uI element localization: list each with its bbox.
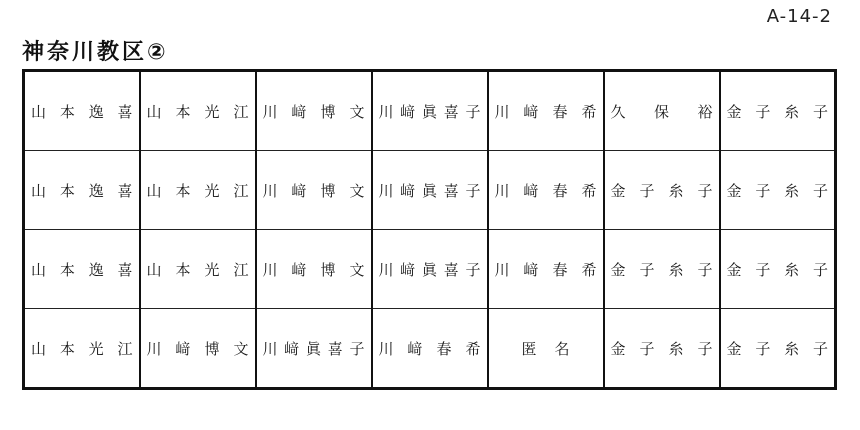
name-cell (140, 309, 256, 389)
donor-name: 川 﨑 春 希 (378, 339, 481, 358)
donor-name: 川 﨑 眞 喜 子 (378, 181, 481, 200)
donor-name: 山 本 逸 喜 (31, 102, 133, 121)
donor-name: 山 本 逸 喜 (31, 181, 133, 200)
donor-name: 匿 名 (521, 339, 570, 358)
name-cell (140, 230, 256, 309)
donor-name: 山 本 光 江 (146, 260, 249, 279)
name-cell (604, 71, 720, 151)
page-title: 神奈川教区② (22, 40, 169, 65)
name-cell (488, 151, 604, 230)
donor-name: 久 保 裕 (610, 102, 713, 121)
table-row (24, 151, 836, 230)
donor-name: 山 本 光 江 (31, 339, 133, 358)
name-cell (256, 230, 372, 309)
name-cell (372, 309, 488, 389)
donor-name: 川 﨑 春 希 (494, 260, 597, 279)
donor-name: 山 本 光 江 (146, 102, 249, 121)
name-cell (372, 230, 488, 309)
name-cell (140, 71, 256, 151)
donor-name: 川 﨑 博 文 (146, 339, 249, 358)
name-cell (604, 151, 720, 230)
table-row (24, 309, 836, 389)
table-row (24, 71, 836, 151)
donor-name: 川 﨑 博 文 (262, 181, 365, 200)
name-cell (24, 230, 140, 309)
donor-name: 金 子 糸 子 (726, 181, 828, 200)
donor-name: 川 﨑 眞 喜 子 (378, 260, 481, 279)
donor-name: 川 﨑 眞 喜 子 (378, 102, 481, 121)
name-cell (488, 230, 604, 309)
donor-name-table (22, 69, 837, 390)
name-cell (488, 309, 604, 389)
donor-name: 川 﨑 博 文 (262, 260, 365, 279)
name-cell (256, 309, 372, 389)
name-cell (720, 71, 836, 151)
name-cell (372, 71, 488, 151)
name-cell (604, 309, 720, 389)
name-cell (720, 151, 836, 230)
donor-name: 金 子 糸 子 (726, 102, 828, 121)
name-cell (604, 230, 720, 309)
donor-name: 金 子 糸 子 (610, 339, 713, 358)
donor-name: 川 﨑 眞 喜 子 (262, 339, 365, 358)
name-cell (720, 230, 836, 309)
name-cell (488, 71, 604, 151)
name-cell (24, 151, 140, 230)
donor-name: 金 子 糸 子 (610, 260, 713, 279)
name-cell (256, 71, 372, 151)
table-row (24, 230, 836, 309)
page-code: A-14-2 (766, 6, 832, 27)
name-cell (24, 71, 140, 151)
name-cell (24, 309, 140, 389)
name-cell (372, 151, 488, 230)
donor-name: 金 子 糸 子 (610, 181, 713, 200)
name-cell (140, 151, 256, 230)
donor-name: 山 本 逸 喜 (31, 260, 133, 279)
donor-name: 川 﨑 春 希 (494, 102, 597, 121)
donor-name: 金 子 糸 子 (726, 260, 828, 279)
donor-name: 山 本 光 江 (146, 181, 249, 200)
donor-name: 川 﨑 博 文 (262, 102, 365, 121)
donor-name: 川 﨑 春 希 (494, 181, 597, 200)
name-cell (256, 151, 372, 230)
donor-name: 金 子 糸 子 (726, 339, 828, 358)
name-cell (720, 309, 836, 389)
